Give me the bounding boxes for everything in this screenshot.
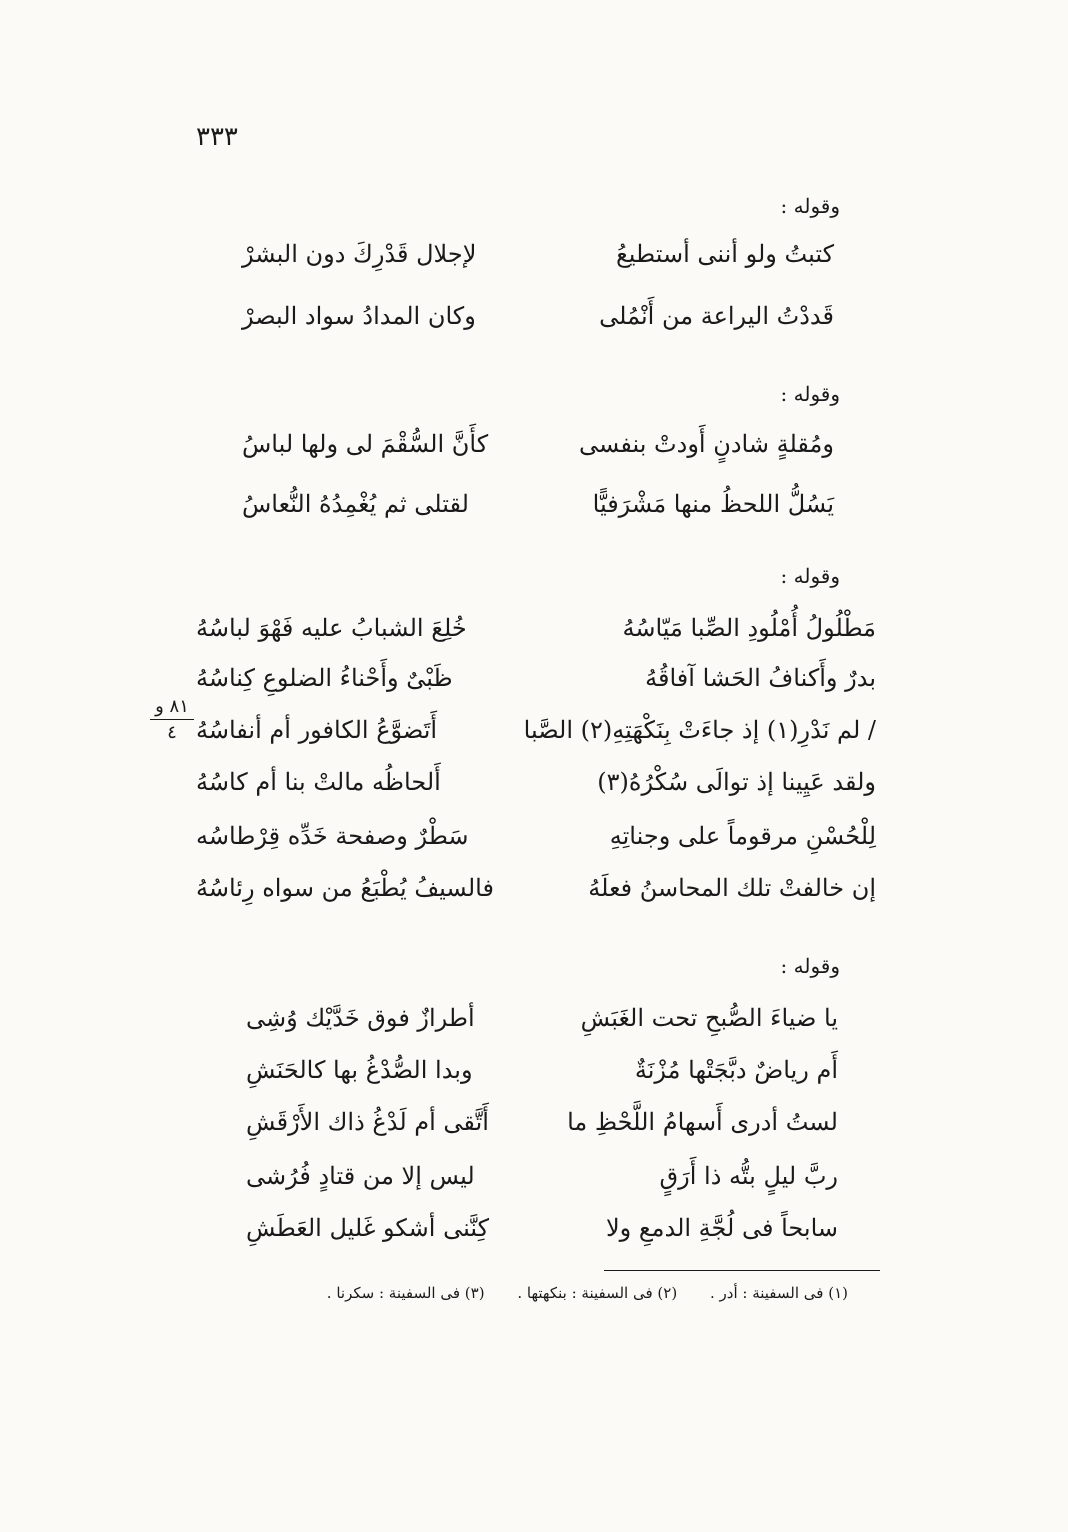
footnote: (٣) فى السفينة : سكرنا . bbox=[326, 1284, 485, 1302]
folio-fraction-line bbox=[150, 719, 194, 720]
verse-first-hemistich: / لم نَدْرِ(١) إذ جاءَتْ بِنَكْهَتِهِ(٢) الصَّبا bbox=[523, 716, 876, 744]
verse-second-hemistich: لإجلال قَدْرِكَ دون البشرْ bbox=[242, 240, 477, 268]
verse-first-hemistich: مَطْلُولُ أُمْلُودِ الصِّبا مَيّاسُهُ bbox=[622, 614, 876, 642]
poem-intro: وقوله : bbox=[780, 382, 840, 406]
verse-first-hemistich: ومُقلةٍ شادنٍ أَودتْ بنفسى bbox=[578, 430, 834, 458]
verse-second-hemistich: فالسيفُ يُطْبَعُ من سواه رِئاسُهُ bbox=[196, 874, 494, 902]
verse-line bbox=[196, 716, 876, 756]
manuscript-folio-note bbox=[150, 696, 194, 743]
verse-first-hemistich: بدرٌ وأَكنافُ الحَشا آفاقُهُ bbox=[645, 664, 876, 692]
verse-second-hemistich: أطرازٌ فوق خَدَّيْك وُشِى bbox=[246, 1004, 475, 1032]
page-number: ٣٣٣ bbox=[196, 122, 238, 152]
footnote-rule bbox=[604, 1270, 880, 1271]
verse-line bbox=[246, 1108, 838, 1148]
verse-second-hemistich: ظَبْىٌ وأَحْناءُ الضلوعِ كِناسُهُ bbox=[196, 664, 453, 692]
verse-second-hemistich: وكان المدادُ سواد البصرْ bbox=[242, 302, 476, 330]
verse-line bbox=[242, 302, 834, 342]
verse-second-hemistich: وبدا الصُّدْغُ بها كالحَنَشِ bbox=[246, 1056, 473, 1084]
verse-first-hemistich: لِلْحُسْنِ مرقوماً على وجناتِهِ bbox=[609, 822, 876, 850]
verse-second-hemistich: كِنَّنى أشكو غَليل العَطَشِ bbox=[246, 1214, 489, 1242]
verse-first-hemistich: قَددْتُ اليراعة من أَنْمُلى bbox=[599, 302, 834, 330]
verse-line bbox=[242, 490, 834, 530]
verse-first-hemistich: أَم رياضٌ دبَّجَتْها مُزْنَةٌ bbox=[634, 1056, 838, 1084]
verse-second-hemistich: لقتلى ثم يُغْمِدُهُ النُّعاسُ bbox=[242, 490, 469, 518]
verse-line bbox=[246, 1214, 838, 1254]
verse-line bbox=[246, 1162, 838, 1202]
verse-first-hemistich: كتبتُ ولو أننى أستطيعُ bbox=[616, 240, 834, 268]
poem-intro: وقوله : bbox=[780, 954, 840, 978]
verse-second-hemistich: ليس إلا من قتادٍ فُرُشى bbox=[246, 1162, 475, 1190]
footnotes bbox=[200, 1284, 848, 1302]
verse-first-hemistich: يا ضياءَ الصُّبحِ تحت الغَبَشِ bbox=[580, 1004, 838, 1032]
verse-first-hemistich: يَسُلُّ اللحظُ منها مَشْرَفيًّا bbox=[592, 490, 834, 518]
verse-line bbox=[196, 822, 876, 862]
verse-second-hemistich: خُلِعَ الشبابُ عليه فَهْوَ لباسُهُ bbox=[196, 614, 467, 642]
verse-second-hemistich: كأَنَّ السُّقْمَ لى ولها لباسُ bbox=[242, 430, 489, 458]
poem-intro: وقوله : bbox=[780, 564, 840, 588]
verse-line bbox=[246, 1004, 838, 1044]
verse-line bbox=[196, 874, 876, 914]
verse-line bbox=[196, 664, 876, 704]
verse-first-hemistich: سابحاً فى لُجَّةِ الدمعِ ولا bbox=[605, 1214, 838, 1242]
verse-second-hemistich: أَتَّقى أم لَدْغُ ذاك الأَرْقَشِ bbox=[246, 1108, 489, 1136]
footnote: (١) فى السفينة : أدر . bbox=[709, 1284, 848, 1302]
verse-first-hemistich: ولقد عَيِينا إذ توالَى سُكْرُهُ(٣) bbox=[597, 768, 876, 796]
verse-first-hemistich: ربَّ ليلٍ بتُّه ذا أَرَقٍ bbox=[659, 1162, 838, 1190]
folio-number: ٨١ و bbox=[155, 696, 189, 717]
verse-line bbox=[242, 240, 834, 280]
folio-sub-number: ٤ bbox=[167, 722, 177, 743]
verse-second-hemistich: سَطْرٌ وصفحة خَدِّه قِرْطاسُه bbox=[196, 822, 469, 850]
verse-line bbox=[246, 1056, 838, 1096]
poem-intro: وقوله : bbox=[780, 194, 840, 218]
verse-line bbox=[196, 768, 876, 808]
verse-second-hemistich: أَتَضوَّعُ الكافور أم أنفاسُهُ bbox=[196, 716, 438, 744]
verse-second-hemistich: أَلحاظُه مالتْ بنا أم كاسُهُ bbox=[196, 768, 441, 796]
verse-line bbox=[196, 614, 876, 654]
footnote: (٢) فى السفينة : بنكهتها . bbox=[517, 1284, 678, 1302]
verse-first-hemistich: لستُ أدرى أَسهامُ اللَّحْظِ ما bbox=[567, 1108, 838, 1136]
verse-first-hemistich: إن خالفتْ تلك المحاسنُ فعلَهُ bbox=[588, 874, 876, 902]
verse-line bbox=[242, 430, 834, 470]
